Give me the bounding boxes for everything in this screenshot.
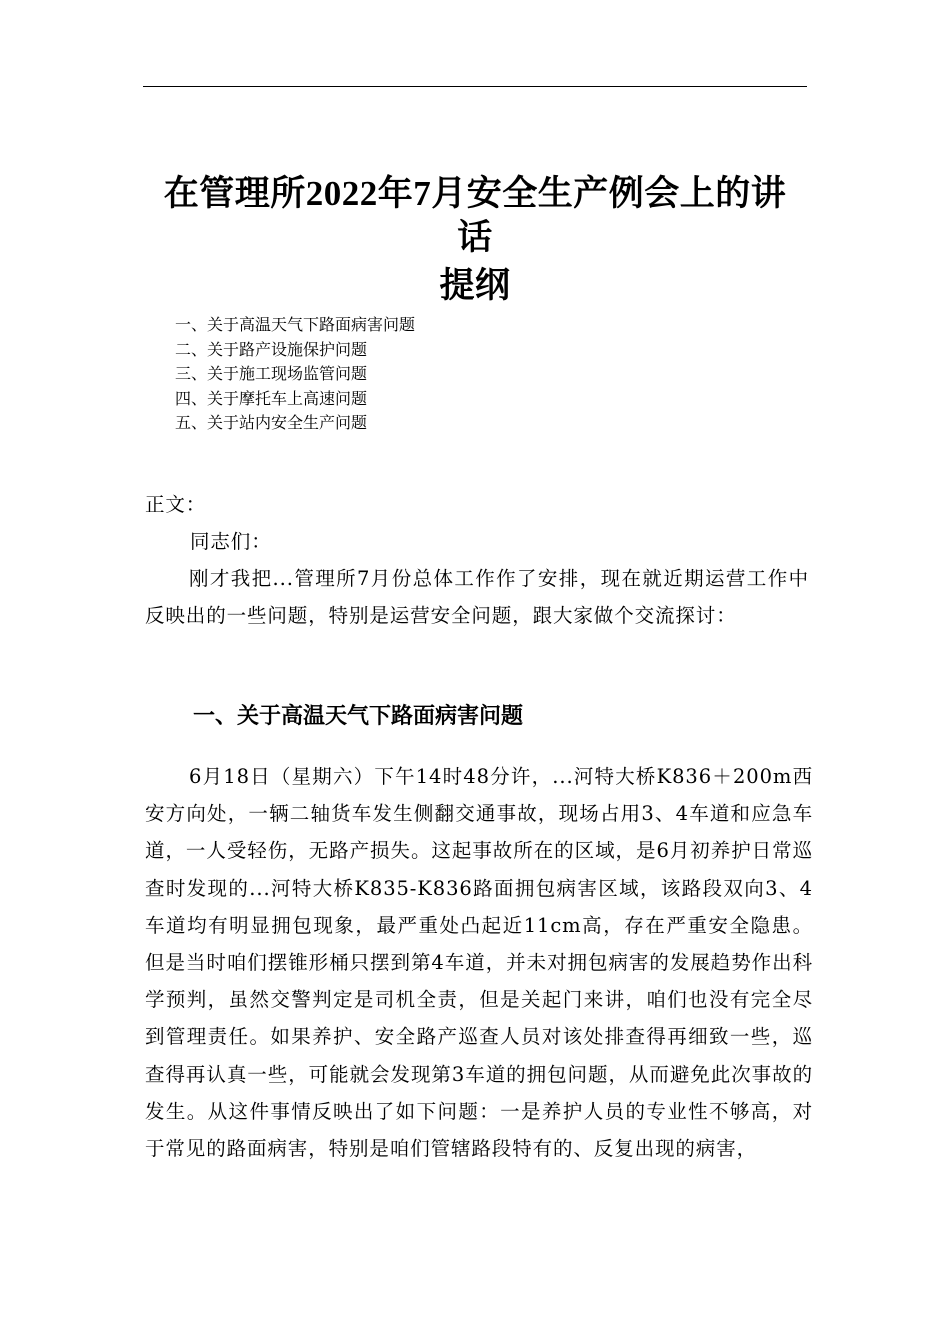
document-title-line-1: 在管理所2022年7月安全生产例会上的讲	[163, 174, 787, 213]
outline-item-2: 二、关于路产设施保护问题	[175, 339, 368, 359]
outline-item-3: 三、关于施工现场监管问题	[175, 364, 368, 384]
outline-list	[175, 313, 415, 436]
body-label: 正文：	[145, 493, 207, 516]
outline-item-4: 四、关于摩托车上高速问题	[175, 388, 368, 408]
document-title-line-2: 话	[457, 218, 493, 257]
salutation: 同志们：	[190, 530, 272, 553]
outline-item-1: 一、关于高温天气下路面病害问题	[175, 315, 416, 334]
outline-item-5: 五、关于站内安全生产问题	[175, 413, 368, 433]
header-rule	[143, 86, 807, 87]
section-heading-1: 一、关于高温天气下路面病害问题	[193, 704, 524, 729]
intro-paragraph: 刚才我把...管理所7月份总体工作作了安排，现在就近期运营工作中反映出的一些问题，特别是运营安全问题，跟大家做个交流探讨：	[145, 567, 809, 628]
section-1-paragraph: 6月18日（星期六）下午14时48分许，...河特大桥K836＋200m西安方向处，一辆二轴货车发生侧翻交通事故，现场占用3、4车道和应急车道，一人受轻伤，无路产损失。这起事故所在的区域，是6月初养护日常巡查时发现的...河特大桥K835-K836路面拥包病害区域，该路段双向3、4车道均有明显拥包现象，最严重处凸起近11cm高，存在严重安全隐患。但是当时咱们摆锥形桶只摆到第4车道，并未对拥包病害的发展趋势作出科学预判，虽然交警判定是司机全责，但是关起门来讲，咱们也没有完全尽到管理责任。如果养护、安全路产巡查人员对该处排查得再细致一些，巡查得再认真一些，可能就会发现第3车道的拥包问题，从而避免此次事故的发生。从这件事情反映出了如下问题：一是养护人员的专业性不够高，对于常见的路面病害，特别是咱们管辖路段特有的、反复出现的病害，	[145, 765, 813, 1161]
document-title-line-3: 提纲	[439, 266, 511, 305]
